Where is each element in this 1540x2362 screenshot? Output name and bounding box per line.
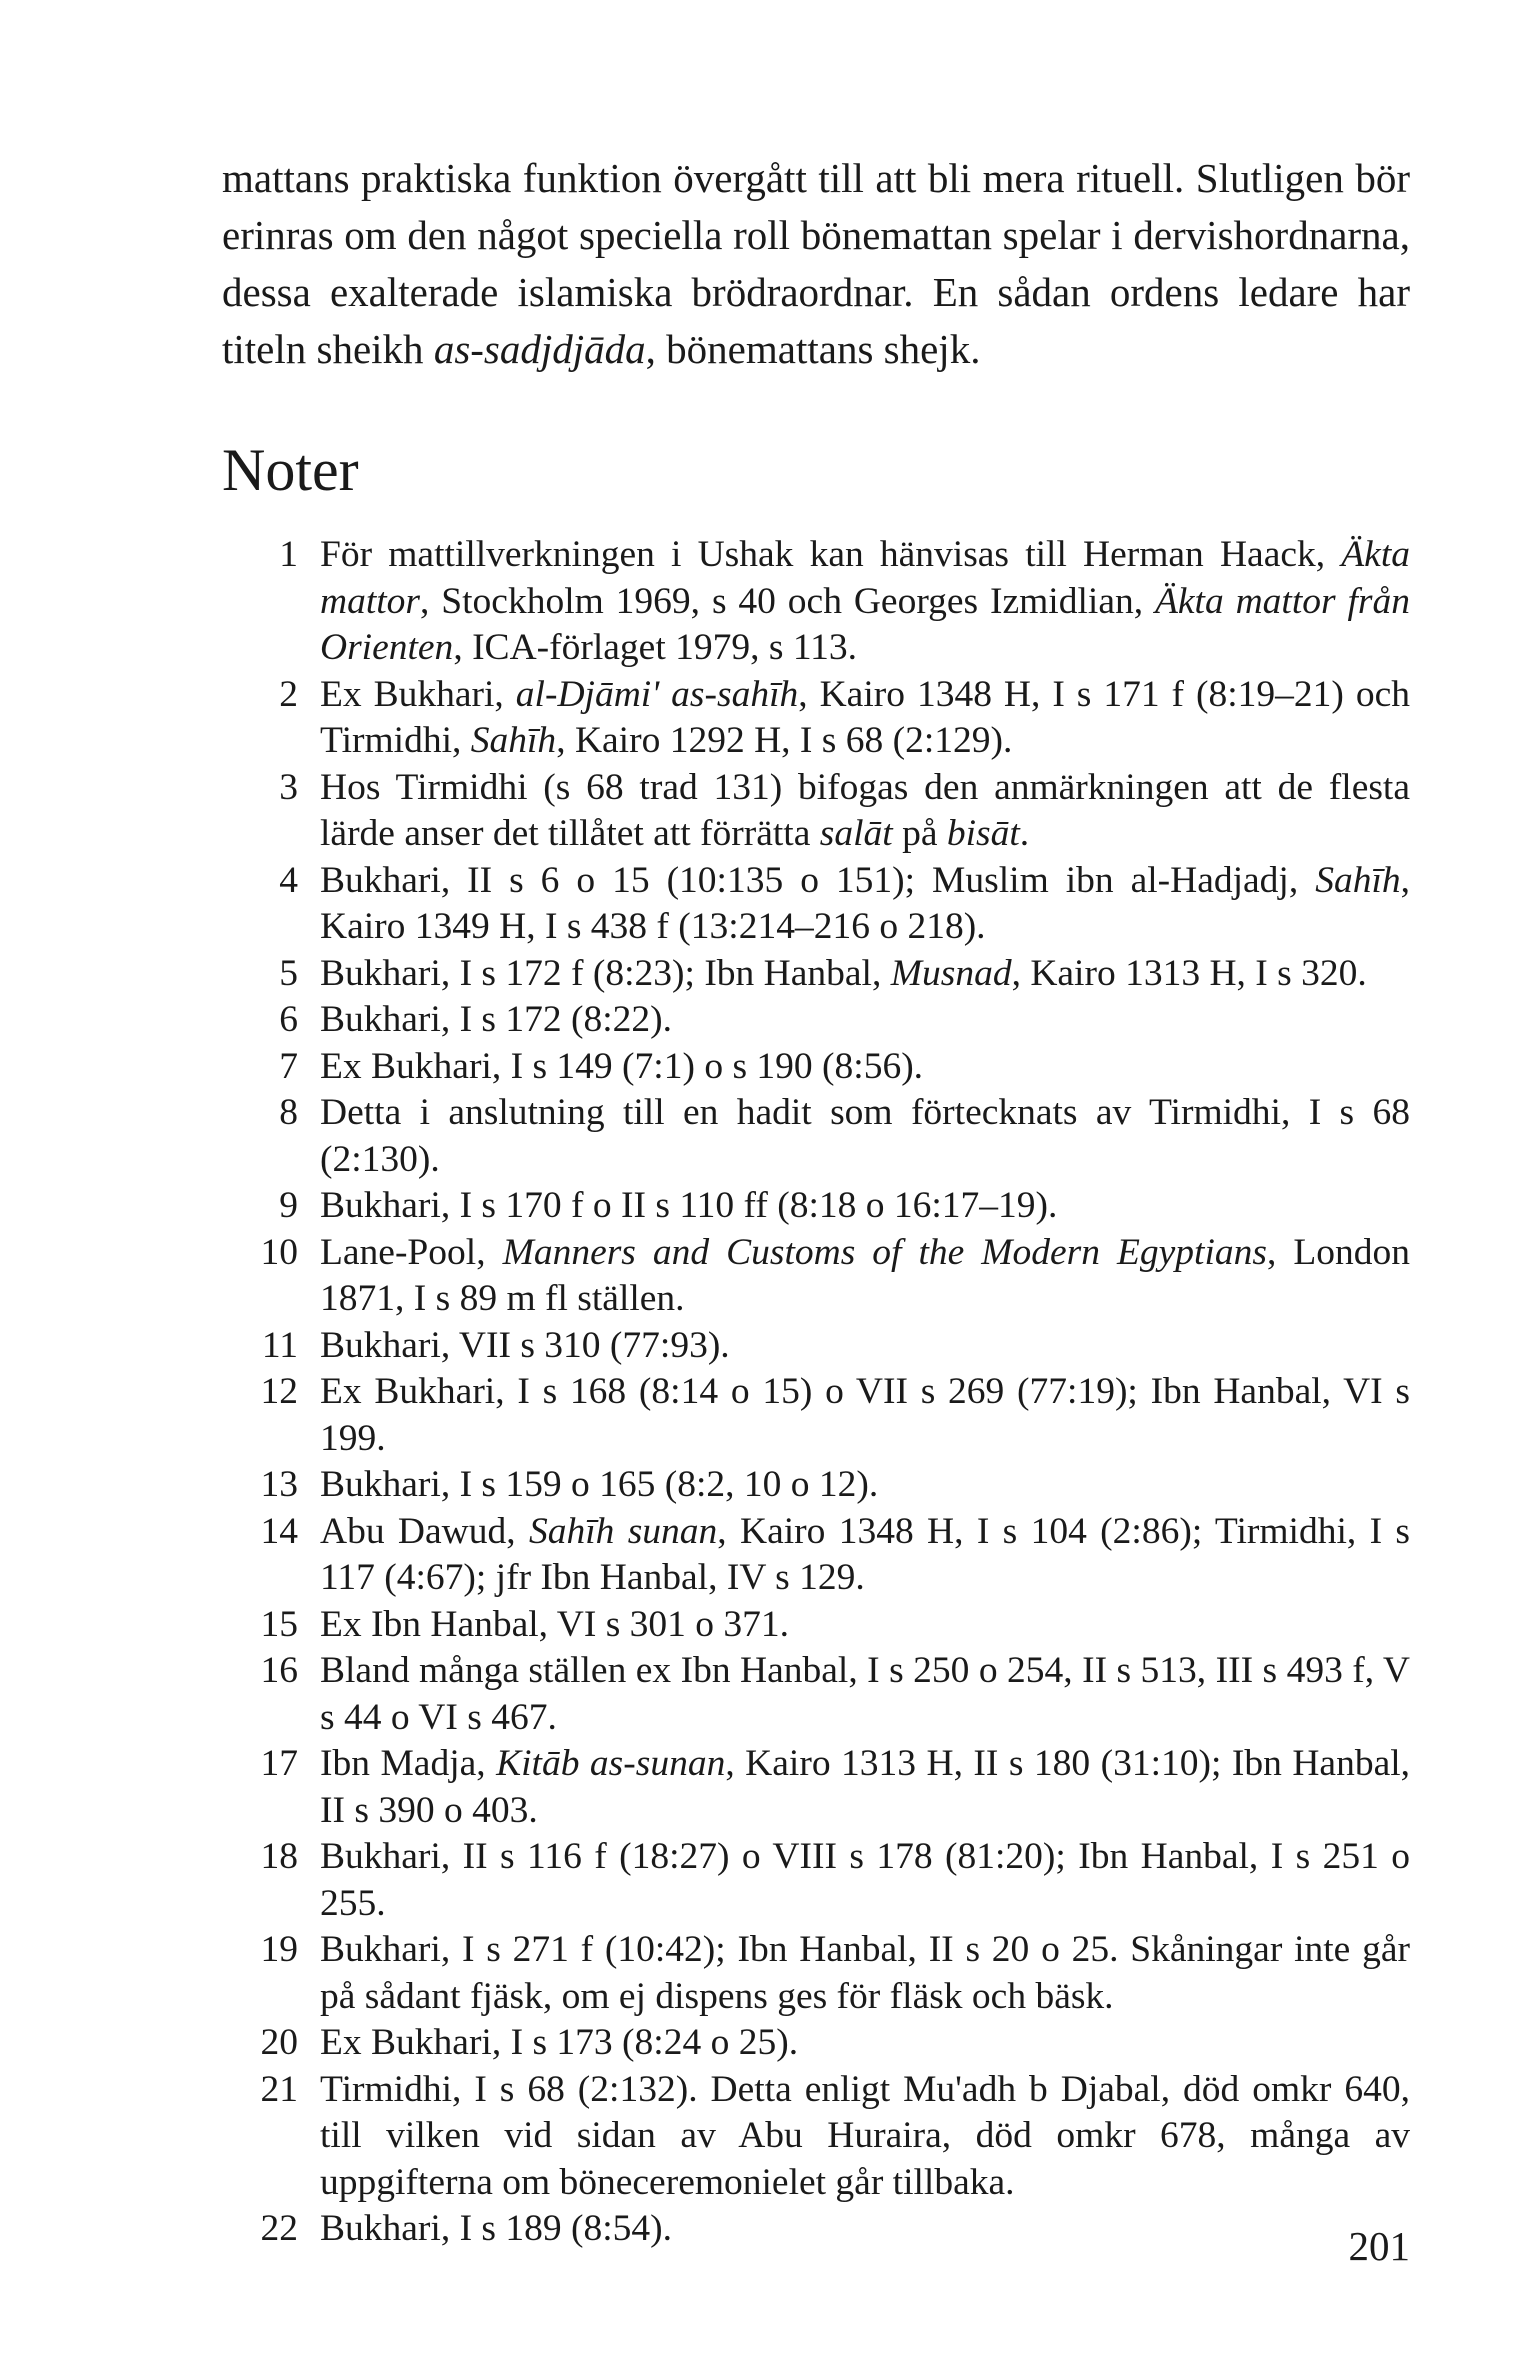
note-item bbox=[222, 1509, 1410, 1602]
note-text: Bukhari, I s 271 f (10:42); Ibn Hanbal, II s 20 o 25. Skåningar inte går på sådant fjäsk, om ej dispens ges för fläsk och bäsk. bbox=[320, 1929, 1410, 2017]
note-number: 12 bbox=[260, 1371, 298, 1412]
note-text: Ibn Madja, Kitāb as-sunan, Kairo 1313 H, II s 180 (31:10); Ibn Hanbal, II s 390 o 403. bbox=[320, 1743, 1411, 1831]
note-number: 17 bbox=[260, 1743, 298, 1784]
note-number: 6 bbox=[279, 999, 298, 1040]
note-text: Bukhari, I s 159 o 165 (8:2, 10 o 12). bbox=[320, 1464, 879, 1505]
note-text: Detta i anslutning till en hadit som förtecknats av Tirmidhi, I s 68 (2:130). bbox=[320, 1092, 1410, 1180]
note-item bbox=[222, 858, 1410, 951]
note-text: Ex Ibn Hanbal, VI s 301 o 371. bbox=[320, 1603, 790, 1645]
note-number: 15 bbox=[260, 1603, 298, 1645]
note-number: 11 bbox=[261, 1324, 298, 1366]
note-item bbox=[222, 2206, 1410, 2253]
note-text: Lane-Pool, Manners and Customs of the Modern Egyptians, London 1871, I s 89 m fl ställen. bbox=[320, 1231, 1410, 1319]
note-item bbox=[222, 2020, 1410, 2067]
note-item bbox=[222, 1183, 1410, 1230]
note-item bbox=[222, 1927, 1410, 2020]
note-text: Ex Bukhari, I s 173 (8:24 o 25). bbox=[320, 2022, 799, 2063]
note-number: 3 bbox=[279, 766, 298, 808]
note-number: 7 bbox=[279, 1045, 298, 1087]
note-number: 2 bbox=[279, 673, 298, 715]
note-item bbox=[222, 532, 1410, 672]
page-number: 201 bbox=[1348, 2223, 1410, 2269]
note-number: 5 bbox=[279, 952, 298, 994]
note-text: Bukhari, I s 170 f o II s 110 ff (8:18 o 16:17–19). bbox=[320, 1185, 1058, 1226]
note-item bbox=[222, 1741, 1410, 1834]
note-number: 19 bbox=[260, 1929, 298, 1970]
note-number: 18 bbox=[260, 1836, 298, 1877]
note-item bbox=[222, 1369, 1410, 1462]
note-text: För mattillverkningen i Ushak kan hänvisas till Herman Haack, Äkta mattor, Stockholm 1969, s 40 och Georges Izmidlian, Äkta mattor från Orienten, ICA-förlaget 1979, s 113. bbox=[320, 534, 1411, 668]
note-number: 4 bbox=[279, 859, 298, 901]
note-number: 9 bbox=[279, 1185, 298, 1226]
note-text: Bukhari, I s 172 f (8:23); Ibn Hanbal, Musnad, Kairo 1313 H, I s 320. bbox=[320, 952, 1367, 994]
note-number: 8 bbox=[279, 1092, 298, 1133]
body-paragraph: mattans praktiska funktion övergått till att bli mera rituell. Slutligen bör erinras om den något speciella roll bönemattan spelar i dervishordnarna, dessa exalterade islamiska brödraordnar. En sådan ordens ledare har titeln sheikh as-sadjdjāda, bönemattans shejk. bbox=[222, 155, 1410, 372]
note-item bbox=[222, 1602, 1410, 1649]
note-item bbox=[222, 1648, 1410, 1741]
note-text: Ex Bukhari, al-Djāmi' as-sahīh, Kairo 1348 H, I s 171 f (8:19–21) och Tirmidhi, Sahīh, Kairo 1292 H, I s 68 (2:129). bbox=[320, 673, 1410, 761]
note-number: 20 bbox=[260, 2022, 298, 2063]
note-text: Bukhari, II s 6 o 15 (10:135 o 151); Muslim ibn al-Hadjadj, Sahīh, Kairo 1349 H, I s 438 f (13:214–216 o 218). bbox=[320, 859, 1410, 947]
note-text: Bukhari, VII s 310 (77:93). bbox=[320, 1324, 730, 1366]
page-content bbox=[222, 150, 1410, 2253]
note-item bbox=[222, 997, 1410, 1044]
note-item bbox=[222, 1462, 1410, 1509]
note-item bbox=[222, 951, 1410, 998]
note-text: Tirmidhi, I s 68 (2:132). Detta enligt Mu'adh b Djabal, död omkr 640, till vilken vid sidan av Abu Huraira, död omkr 678, många av uppgifterna om böneceremonielet går tillbaka. bbox=[320, 2068, 1410, 2203]
note-number: 21 bbox=[260, 2068, 298, 2110]
notes-heading: Noter bbox=[222, 437, 359, 503]
note-text: Bukhari, I s 189 (8:54). bbox=[320, 2208, 673, 2249]
note-item bbox=[222, 1090, 1410, 1183]
note-text: Bukhari, I s 172 (8:22). bbox=[320, 999, 673, 1040]
note-text: Bukhari, II s 116 f (18:27) o VIII s 178 (81:20); Ibn Hanbal, I s 251 o 255. bbox=[320, 1836, 1410, 1924]
note-number: 14 bbox=[260, 1510, 298, 1552]
note-item bbox=[222, 765, 1410, 858]
note-number: 13 bbox=[260, 1464, 298, 1505]
note-text: Ex Bukhari, I s 168 (8:14 o 15) o VII s 269 (77:19); Ibn Hanbal, VI s 199. bbox=[320, 1371, 1410, 1459]
note-number: 1 bbox=[279, 534, 298, 575]
note-item bbox=[222, 2067, 1410, 2207]
note-text: Hos Tirmidhi (s 68 trad 131) bifogas den anmärkningen att de flesta lärde anser det tillåtet att förrätta salāt på bisāt. bbox=[320, 766, 1410, 854]
note-number: 22 bbox=[260, 2208, 298, 2249]
note-text: Ex Bukhari, I s 149 (7:1) o s 190 (8:56). bbox=[320, 1045, 924, 1087]
note-number: 16 bbox=[260, 1650, 298, 1691]
note-text: Abu Dawud, Sahīh sunan, Kairo 1348 H, I s 104 (2:86); Tirmidhi, I s 117 (4:67); jfr Ibn Hanbal, IV s 129. bbox=[320, 1510, 1411, 1598]
note-item bbox=[222, 1834, 1410, 1927]
note-text: Bland många ställen ex Ibn Hanbal, I s 250 o 254, II s 513, III s 493 f, V s 44 o VI s 467. bbox=[320, 1650, 1410, 1738]
notes-list bbox=[222, 532, 1410, 2253]
note-item bbox=[222, 1230, 1410, 1323]
note-number: 10 bbox=[260, 1231, 298, 1273]
note-item bbox=[222, 1323, 1410, 1370]
note-item bbox=[222, 672, 1410, 765]
note-item bbox=[222, 1044, 1410, 1091]
